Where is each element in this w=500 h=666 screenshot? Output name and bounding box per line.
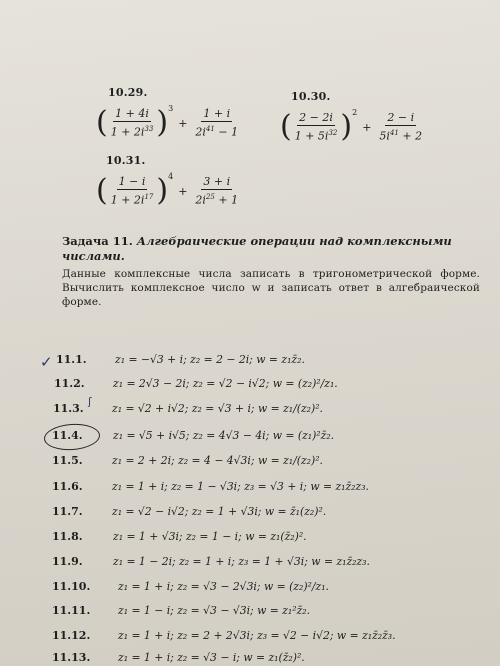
problem-number: 11.2. [54,377,85,390]
fraction-denominator: 1 + 2i [110,193,145,207]
problem-formula: z₁ = 1 + i; z₂ = √3 − 2√3i; w = (z₂)²/z₁. [118,580,329,593]
problem-formula: z₁ = 1 + i; z₂ = 1 − √3i; z₃ = √3 + i; w = z₁z̄₂z₃. [112,480,369,493]
problem-row [0,599,500,623]
exponent: 41 [205,125,215,133]
problem-number: 11.13. [52,651,91,664]
fraction-numerator: 3 + i [203,175,231,188]
task-title-text: Алгебраические операции над комплексными числами. [62,234,452,263]
exercise-number: 10.29. [108,86,148,99]
fraction-numerator: 1 − i [118,175,146,188]
problem-number: 11.4. [52,429,83,442]
problem-number: 11.3. [53,402,84,415]
exponent: 41 [389,129,399,137]
checkmark-icon: ✓ [40,353,53,371]
exponent: 17 [144,193,154,201]
operator: + [178,116,188,130]
problem-formula: z₁ = −√3 + i; z₂ = 2 − 2i; w = z₁z̄₂. [115,353,305,366]
fraction-numerator: 1 + 4i [115,107,149,120]
problem-row [0,550,500,574]
problem-number: 11.10. [52,580,91,593]
problem-formula: z₁ = 2√3 − 2i; z₂ = √2 − i√2; w = (z₂)²/z₁. [113,377,338,390]
problem-row [0,397,500,421]
problem-number: 11.6. [52,480,83,493]
problem-formula: z₁ = 1 + √3i; z₂ = 1 − i; w = z₁(z̄₂)². [113,530,307,543]
exercise-expression: ( $\frac{2 - 2i}{1 + 5i^{32}}$ ) 2 + $\frac{2 - i}{5i^{41} + 2}$ [280,108,423,145]
problem-formula: z₁ = √5 + i√5; z₂ = 4√3 − 4i; w = (z₁)²z̄₂. [113,429,335,442]
problem-row [0,475,500,499]
operator: + [362,120,372,134]
problem-row [0,372,500,396]
exercise-number: 10.30. [291,90,331,103]
problem-formula: z₁ = 1 + i; z₂ = 2 + 2√3i; z₃ = √2 − i√2; w = z₁z̄₂z̄₃. [118,629,396,642]
exponent: 33 [144,125,154,133]
problem-formula: z₁ = 1 − 2i; z₂ = 1 + i; z₃ = 1 + √3i; w = z₁z̄₂z₃. [113,555,370,568]
problem-number: 11.11. [52,604,91,617]
exponent: 32 [328,129,338,137]
fraction-denominator: 5i [379,129,390,143]
fraction-numerator: 1 + i [203,107,231,120]
problem-row [0,424,500,448]
power: 4 [168,172,174,181]
problem-number: 11.7. [52,505,83,518]
fraction-numerator: 2 − i [387,111,415,124]
exercise-number: 10.31. [106,154,146,167]
exercise-expression: ( $\frac{1 + 4i}{1 + 2i^{33}}$ ) 3 + $\frac{1 + i}{2i^{41} - 1}$ [96,104,239,141]
problem-number: 11.8. [52,530,83,543]
denominator-tail: − 1 [214,125,239,139]
denominator-tail: + 2 [398,129,423,143]
problem-formula: z₁ = √2 + i√2; z₂ = √3 + i; w = z₁/(z₂)². [112,402,323,415]
problem-row [0,348,500,372]
problem-formula: z₁ = √2 − i√2; z₂ = 1 + √3i; w = z̄₁(z₂)². [112,505,327,518]
problem-number: 11.12. [52,629,91,642]
fraction-denominator: 2i [195,125,206,139]
power: 3 [168,104,174,113]
task-title-number: Задача 11. [62,234,133,248]
problem-number: 11.9. [52,555,83,568]
problem-row [0,575,500,599]
problem-number: 11.5. [52,454,83,467]
problem-row [0,624,500,648]
task-title [62,234,482,264]
problem-number: 11.1. [56,353,87,366]
problem-row [0,500,500,524]
fraction-numerator: 2 − 2i [299,111,333,124]
problem-row [0,525,500,549]
pencil-tick-icon: ʃ [88,395,92,408]
problem-formula: z₁ = 1 − i; z₂ = √3 − √3i; w = z₁²z̄₂. [118,604,311,617]
fraction-denominator: 1 + 2i [110,125,145,139]
denominator-tail: + 1 [214,193,239,207]
problem-row [0,646,500,666]
exercise-expression: ( $\frac{1 - i}{1 + 2i^{17}}$ ) 4 + $\frac{3 + i}{2i^{25} + 1}$ [96,172,239,209]
problem-formula: z₁ = 1 + i; z₂ = √3 − i; w = z₁(z̄₂)². [118,651,305,664]
exponent: 25 [205,193,215,201]
power: 2 [352,108,358,117]
fraction-denominator: 2i [195,193,206,207]
operator: + [178,184,188,198]
problem-row [0,449,500,473]
fraction-denominator: 1 + 5i [294,129,329,143]
problem-formula: z₁ = 2 + 2i; z₂ = 4 − 4√3i; w = z₁/(z₂)². [112,454,323,467]
task-description: Данные комплексные числа записать в тригонометрической форме. Вычислить комплексное число w и записать ответ в алгебраической форме. [62,268,480,308]
